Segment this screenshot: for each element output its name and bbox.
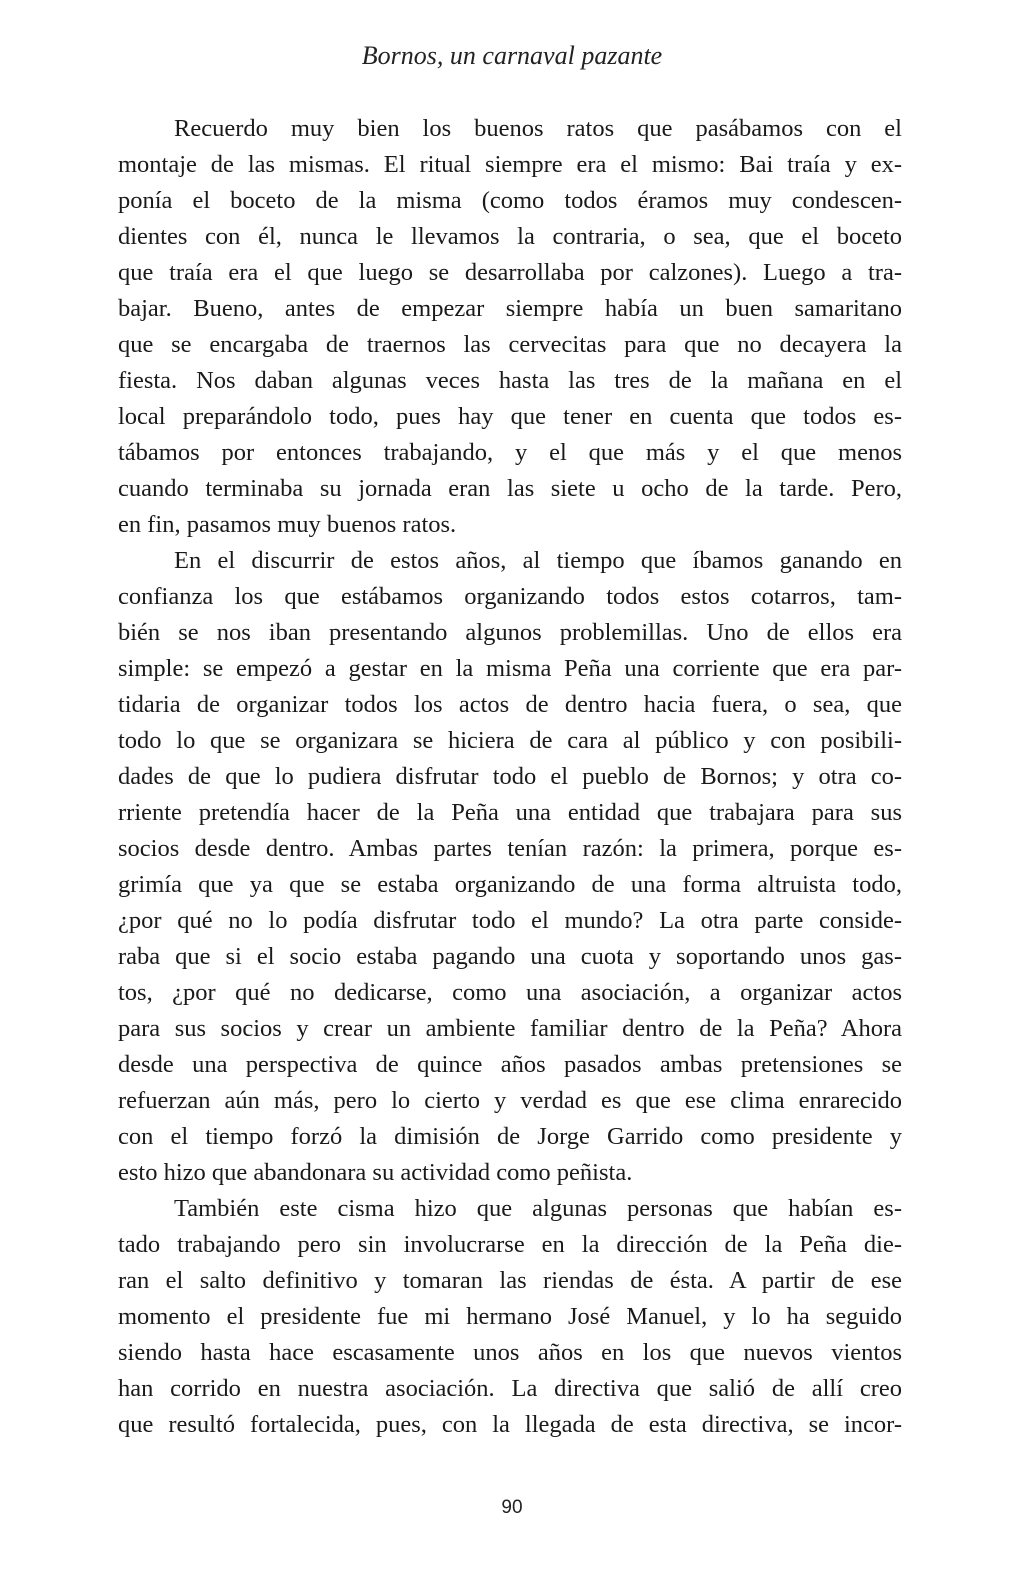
text-line: ran el salto definitivo y tomaran las riendas de ésta. A partir de ese [118, 1267, 902, 1294]
text-line: ¿por qué no lo podía disfrutar todo el mundo? La otra parte conside- [118, 907, 902, 934]
text-line: tábamos por entonces trabajando, y el que más y el que menos [118, 439, 902, 466]
text-line: todo lo que se organizara se hiciera de cara al público y con posibili- [118, 727, 902, 754]
text-line: fiesta. Nos daban algunas veces hasta las tres de la mañana en el [118, 367, 902, 394]
text-line: bajar. Bueno, antes de empezar siempre había un buen samaritano [118, 295, 902, 322]
paragraph-2 [118, 543, 902, 1191]
text-line: Recuerdo muy bien los buenos ratos que pasábamos con el [174, 115, 902, 142]
text-line: tado trabajando pero sin involucrarse en la dirección de la Peña die- [118, 1231, 902, 1258]
paragraph-1 [118, 111, 902, 543]
text-line: dientes con él, nunca le llevamos la contraria, o sea, que el boceto [118, 223, 902, 250]
text-line: raba que si el socio estaba pagando una cuota y soportando unos gas- [118, 943, 902, 970]
text-line: bién se nos iban presentando algunos problemillas. Uno de ellos era [118, 619, 902, 646]
text-line: ponía el boceto de la misma (como todos éramos muy condescen- [118, 187, 902, 214]
text-line: tos, ¿por qué no dedicarse, como una asociación, a organizar actos [118, 979, 902, 1006]
text-line: En el discurrir de estos años, al tiempo que íbamos ganando en [174, 547, 902, 574]
page-number: 90 [501, 1497, 523, 1518]
text-line: desde una perspectiva de quince años pasados ambas pretensiones se [118, 1051, 902, 1078]
text-line: con el tiempo forzó la dimisión de Jorge Garrido como presidente y [118, 1123, 902, 1150]
text-line: han corrido en nuestra asociación. La directiva que salió de allí creo [118, 1375, 902, 1402]
text-line: que se encargaba de traernos las cervecitas para que no decayera la [118, 331, 902, 358]
body-text [118, 111, 902, 1443]
text-line: También este cisma hizo que algunas personas que habían es- [174, 1195, 902, 1222]
text-line: siendo hasta hace escasamente unos años en los que nuevos vientos [118, 1339, 902, 1366]
text-line: cuando terminaba su jornada eran las siete u ocho de la tarde. Pero, [118, 475, 902, 502]
text-line: que resultó fortalecida, pues, con la llegada de esta directiva, se incor- [118, 1411, 902, 1438]
text-line: en fin, pasamos muy buenos ratos. [118, 511, 457, 538]
text-line: socios desde dentro. Ambas partes tenían razón: la primera, porque es- [118, 835, 902, 862]
text-line: montaje de las mismas. El ritual siempre era el mismo: Bai traía y ex- [118, 151, 902, 178]
text-line: refuerzan aún más, pero lo cierto y verdad es que ese clima enrarecido [118, 1087, 902, 1114]
text-line: que traía era el que luego se desarrollaba por calzones). Luego a tra- [118, 259, 902, 286]
paragraph-3 [118, 1191, 902, 1443]
text-line: esto hizo que abandonara su actividad como peñista. [118, 1159, 633, 1186]
running-header: Bornos, un carnaval pazante [361, 41, 663, 70]
text-line: simple: se empezó a gestar en la misma Peña una corriente que era par- [118, 655, 902, 682]
text-line: confianza los que estábamos organizando todos estos cotarros, tam- [118, 583, 902, 610]
text-line: grimía que ya que se estaba organizando de una forma altruista todo, [118, 871, 902, 898]
text-line: tidaria de organizar todos los actos de dentro hacia fuera, o sea, que [118, 691, 902, 718]
text-line: rriente pretendía hacer de la Peña una entidad que trabajara para sus [118, 799, 902, 826]
text-line: local preparándolo todo, pues hay que tener en cuenta que todos es- [118, 403, 902, 430]
text-line: momento el presidente fue mi hermano José Manuel, y lo ha seguido [118, 1303, 902, 1330]
text-line: para sus socios y crear un ambiente familiar dentro de la Peña? Ahora [118, 1015, 902, 1042]
text-line: dades de que lo pudiera disfrutar todo el pueblo de Bornos; y otra co- [118, 763, 902, 790]
